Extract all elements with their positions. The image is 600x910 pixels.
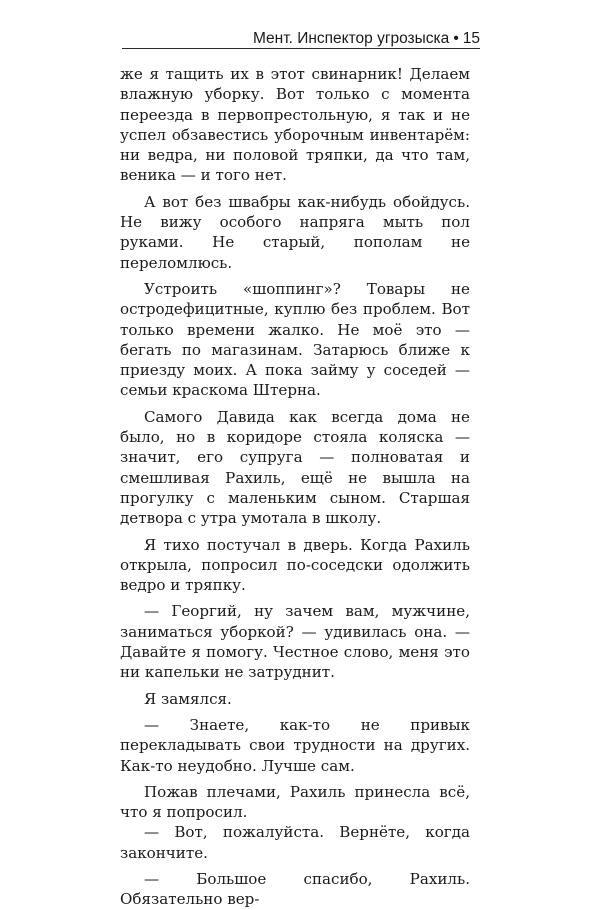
paragraph: Пожав плечами, Рахиль принесла всё, что я попросил. [120, 782, 470, 822]
paragraph: А вот без швабры как-нибудь обойдусь. Не вижу особого напряга мыть пол руками. Не старый, пополам не переломлюсь. [120, 192, 470, 272]
running-head [122, 22, 480, 48]
paragraph: Я замялся. [144, 689, 232, 708]
paragraph: же я тащить их в этот свинарник! Делаем влажную уборку. Вот только с момента переезда в первопрестольную, я так и не успел обзавестись уборочным инвентарём: ни ведра, ни половой тряпки, да что там, веника — и того нет. [120, 65, 470, 185]
header-rule [122, 48, 480, 49]
page-number: 15 [462, 30, 480, 47]
paragraph: — Большое спасибо, Рахиль. Обязательно вер- [120, 869, 470, 909]
paragraph: — Вот, пожалуйста. Вернёте, когда закончите. [120, 823, 470, 862]
paragraph: Устроить «шоппинг»? Товары не остродефицитные, куплю без проблем. Вот только времени жалко. Не моё это — бегать по магазинам. Затарюсь ближе к приезду моих. А пока займу у соседей — семьи краскома Штерна. [120, 279, 470, 400]
book-title: Мент. Инспектор угрозыска [252, 30, 450, 47]
paragraph: Самого Давида как всегда дома не было, но в коридоре стояла коляска — значит, его супруга — полноватая и смешливая Рахиль, ещё не вышла на прогулку с маленьким сыном. Старшая детвора с утра умотала в школу. [120, 407, 470, 528]
page-text [120, 64, 470, 910]
paragraph: — Знаете, как-то не привык перекладывать свои трудности на других. Как-то неудобно. Лучше сам. [120, 715, 470, 775]
header-separator: • [453, 30, 459, 47]
paragraph: — Георгий, ну зачем вам, мужчине, заниматься уборкой? — удивилась она. — Давайте я помогу. Честное слово, меня это ни капельки не затруднит. [120, 602, 470, 682]
paragraph: Я тихо постучал в дверь. Когда Рахиль открыла, попросил по-соседски одолжить ведро и тряпку. [120, 535, 470, 595]
